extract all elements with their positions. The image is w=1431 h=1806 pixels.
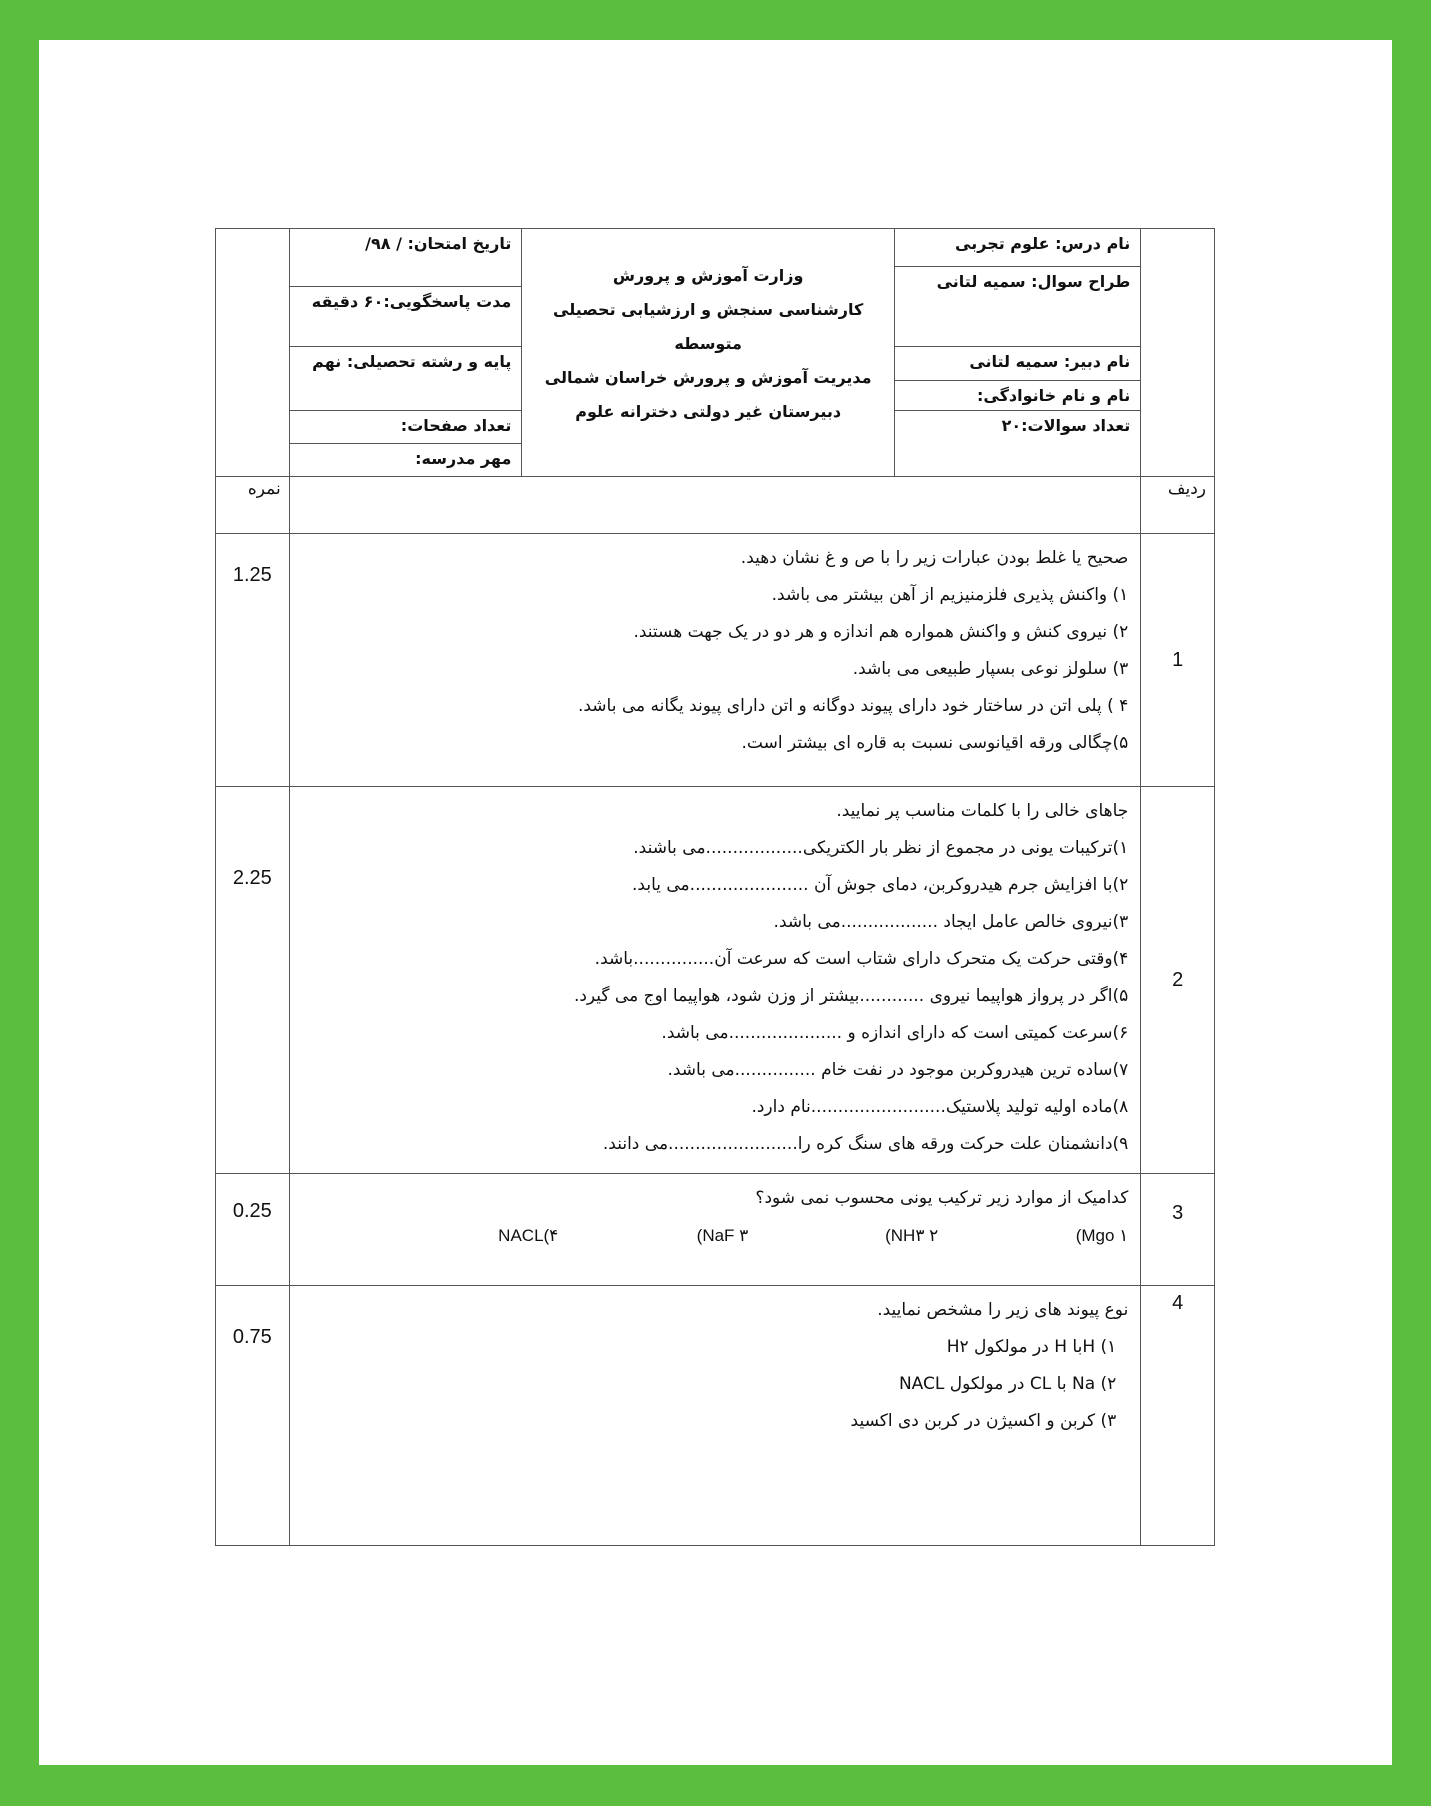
question-item: ۹)دانشمنان علت حرکت ورقه های سنگ کره را........................می دانند.: [602, 1134, 1129, 1154]
question-item: ۱) واکنش پذیری فلزمنیزیم از آهن بیشتر می باشد.: [771, 585, 1129, 605]
school-title: دبیرستان غیر دولتی دخترانه علوم: [575, 402, 842, 421]
level-title: متوسطه: [674, 334, 742, 353]
question-row: [216, 787, 1215, 1174]
course-name: نام درس: علوم تجربی: [894, 229, 1140, 267]
row-label: ردیف: [1141, 477, 1215, 534]
question-score: 2.25: [216, 787, 290, 1174]
question-count: تعداد سوالات:۲۰: [894, 411, 1140, 477]
option-1: Mgo ۱): [1075, 1226, 1129, 1245]
option-4: NACL(۴: [498, 1226, 559, 1245]
question-item: ۳)نیروی خالص عامل ایجاد ..................می باشد.: [773, 912, 1129, 932]
exam-table: [215, 228, 1215, 1546]
question-body: [289, 534, 1141, 787]
answer-duration: مدت پاسخگویی:۶۰ دقیقه: [289, 287, 522, 347]
question-item: ۲)با افزایش جرم هیدروکربن، دمای جوش آن ......................می یابد.: [632, 875, 1129, 895]
question-body: [289, 787, 1141, 1174]
question-row: [216, 534, 1215, 787]
option-3: NaF ۳): [696, 1226, 749, 1245]
ministry-title: وزارت آموزش و پرورش: [612, 266, 804, 285]
question-prompt: کدامیک از موارد زیر ترکیب یونی محسوب نمی شود؟: [755, 1188, 1129, 1208]
question-item: ۵)اگر در پرواز هواپیما نیروی ............بیشتر از وزن شود، هواپیما اوج می گیرد.: [573, 986, 1129, 1006]
header-score-blank: [216, 229, 290, 477]
exam-date: تاریخ امتحان: / ۹۸/: [289, 229, 522, 287]
question-score: 0.25: [216, 1174, 290, 1286]
answer-options: [302, 1217, 1129, 1254]
header-center: [522, 229, 895, 477]
question-item: ۴)وقتی حرکت یک متحرک دارای شتاب است که سرعت آن...............باشد.: [594, 949, 1129, 969]
question-row: [216, 1286, 1215, 1546]
question-item: ۵)چگالی ورقه اقیانوسی نسبت به قاره ای بیشتر است.: [741, 733, 1129, 753]
province-title: مدیریت آموزش و پرورش خراسان شمالی: [544, 368, 872, 387]
question-prompt: نوع پیوند های زیر را مشخص نمایید.: [877, 1300, 1129, 1320]
question-row: [216, 1174, 1215, 1286]
question-item: ۱)ترکیبات یونی در مجموع از نظر بار الکتریکی..................می باشند.: [633, 838, 1129, 858]
label-row-blank: [289, 477, 1141, 534]
question-item: ۶)سرعت کمیتی است که دارای اندازه و .....................می باشد.: [661, 1023, 1129, 1043]
question-body: [289, 1286, 1141, 1546]
question-item: ۳) کربن و اکسیژن در کربن دی اکسید: [850, 1411, 1117, 1431]
pages-and-seal: [289, 411, 522, 477]
question-item: ۸)ماده اولیه تولید پلاستیک.........................نام دارد.: [751, 1097, 1129, 1117]
question-score: 1.25: [216, 534, 290, 787]
question-item: ۲) نیروی کنش و واکنش همواره هم اندازه و هر دو در یک جهت هستند.: [633, 622, 1129, 642]
student-name-field: نام و نام خانوادگی:: [894, 381, 1140, 411]
school-seal-field: مهر مدرسه:: [415, 449, 512, 468]
question-item: ۷)ساده ترین هیدروکربن موجود در نفت خام ...............می باشد.: [667, 1060, 1129, 1080]
question-number: 3: [1141, 1174, 1215, 1286]
teacher-name: نام دبیر: سمیه لتانی: [894, 347, 1140, 381]
question-prompt: جاهای خالی را با کلمات مناسب پر نمایید.: [836, 801, 1129, 821]
question-number: 4: [1141, 1286, 1215, 1546]
question-prompt: صحیح یا غلط بودن عبارات زیر را با ص و غ نشان دهید.: [740, 548, 1129, 568]
option-2: NH۳ ۲): [885, 1226, 939, 1245]
page-count-field: تعداد صفحات:: [290, 411, 522, 444]
question-item: ۲) Na با CL در مولکول NACL: [898, 1374, 1117, 1394]
question-item: ۴ ) پلی اتن در ساختار خود دارای پیوند دوگانه و اتن دارای پیوند یگانه می باشد.: [577, 696, 1129, 716]
evaluation-title: کارشناسی سنجش و ارزشیابی تحصیلی: [553, 300, 864, 319]
question-item: ۱) Hبا H در مولکول H۲: [946, 1337, 1117, 1357]
score-label: نمره: [216, 477, 290, 534]
question-item: ۳) سلولز نوعی بسپار طبیعی می باشد.: [852, 659, 1129, 679]
exam-page: [39, 40, 1392, 1765]
question-score: 0.75: [216, 1286, 290, 1546]
question-body: [289, 1174, 1141, 1286]
header-row-blank: [1141, 229, 1215, 477]
question-designer: طراح سوال: سمیه لتانی: [894, 267, 1140, 347]
grade-field: پایه و رشته تحصیلی: نهم: [289, 347, 522, 411]
question-number: 1: [1141, 534, 1215, 787]
question-number: 2: [1141, 787, 1215, 1174]
